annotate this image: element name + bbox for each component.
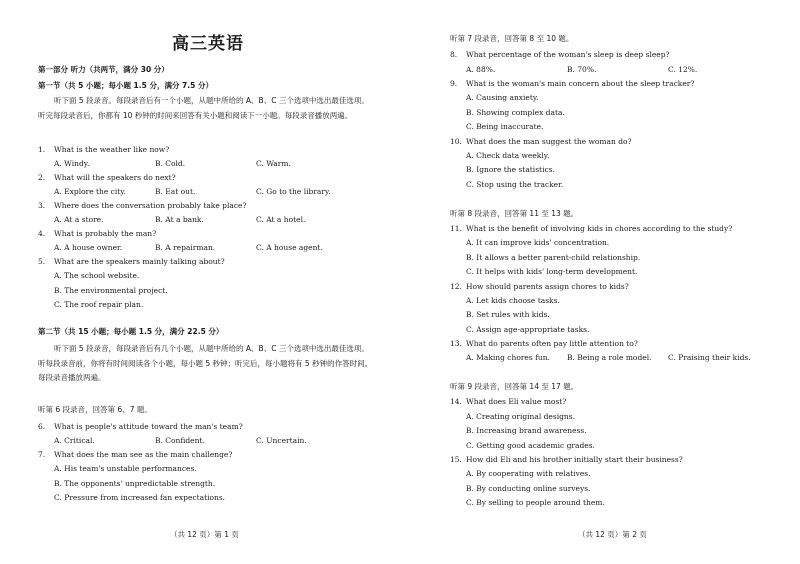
section-one-instructions: 听下面 5 段录音。每段录音后有一个小题，从题中所给的 A、B、C 三个选项中选出最佳选项。听完每段录音后，你都有 10 秒钟的时间来回答有关小题和阅读下一小题。每段录音播放两遍。 [38, 96, 369, 120]
question-12-option-b: B. Set rules with kids. [466, 310, 550, 319]
question-15-option-b: B. By conducting online surveys. [466, 484, 591, 493]
question-6-option-c: C. Uncertain. [256, 436, 307, 445]
page-footer: （共 12 页）第 1 页 [170, 530, 239, 539]
question-5-option-a: A. The school website. [54, 271, 140, 280]
question-15-option-c: C. By selling to people around them. [466, 498, 605, 507]
question-3-stem: 3. Where does the conversation probably take place? [38, 201, 247, 210]
question-number: 7. [38, 450, 46, 459]
exam-title: 高三英语 [172, 34, 244, 54]
question-9-stem: 9. What is the woman's main concern about the sleep tracker? [450, 79, 695, 88]
question-12-stem: 12. How should parents assign chores to kids? [450, 282, 629, 291]
question-number: 14. [450, 397, 462, 406]
question-13-option-b: B. Being a role model. [567, 353, 652, 362]
question-number: 15. [450, 455, 462, 464]
question-5-stem: 5. What are the speakers mainly talking about? [38, 257, 225, 266]
question-14-stem: 14. What does Eli value most? [450, 397, 567, 406]
question-7-option-a: A. His team's unstable performances. [54, 464, 197, 473]
question-3-option-c: C. At a hotel. [256, 215, 306, 224]
section-two-instructions: 听下面 5 段录音，每段录音后有几个小题，从题中所给的 A、B、C 三个选项中选出最佳选项。听每段录音前，你将有时间阅读各个小题，每小题 5 秒钟；听完后，每小题将有 5 秒钟的作答时间。每段录音播放两遍。 [38, 344, 373, 382]
question-10-option-b: B. Ignore the statistics. [466, 165, 555, 174]
question-6-option-a: A. Critical. [54, 436, 95, 445]
question-2-option-b: B. Eat out. [155, 187, 196, 196]
recording-7-label: 听第 7 段录音，回答第 8 至 10 题。 [450, 34, 574, 43]
question-12-option-a: A. Let kids choose tasks. [466, 296, 560, 305]
section-two-heading: 第二节（共 15 小题；每小题 1.5 分，满分 22.5 分） [38, 327, 224, 336]
question-number: 12. [450, 282, 462, 291]
recording-6-label: 听第 6 段录音，回答第 6、7 题。 [38, 405, 152, 414]
question-2-stem: 2. What will the speakers do next? [38, 173, 176, 182]
question-1-option-c: C. Warm. [256, 159, 291, 168]
question-5-option-b: B. The environmental project. [54, 286, 168, 295]
question-4-option-b: B. A repairman. [155, 243, 216, 252]
question-13-option-a: A. Making chores fun. [466, 353, 550, 362]
question-11-stem: 11. What is the benefit of involving kids in chores according to the study? [450, 224, 733, 233]
question-10-option-a: A. Check data weekly. [466, 151, 550, 160]
exam-page-2 [400, 0, 800, 564]
question-1-option-a: A. Windy. [54, 159, 90, 168]
question-8-option-b: B. 70%. [567, 65, 597, 74]
recording-8-label: 听第 8 段录音，回答第 11 至 13 题。 [450, 209, 579, 218]
question-12-option-c: C. Assign age-appropriate tasks. [466, 325, 590, 334]
part-one-heading: 第一部分 听力（共两节，满分 30 分） [38, 65, 169, 74]
question-11-option-a: A. It can improve kids' concentration. [466, 238, 610, 247]
recording-9-label: 听第 9 段录音，回答第 14 至 17 题。 [450, 382, 579, 391]
question-number: 8. [450, 50, 458, 59]
question-13-option-c: C. Praising their kids. [668, 353, 751, 362]
question-9-option-c: C. Being inaccurate. [466, 122, 544, 131]
page-footer: （共 12 页）第 2 页 [578, 530, 647, 539]
question-2-option-a: A. Explore the city. [54, 187, 126, 196]
section-one-heading: 第一节（共 5 小题；每小题 1.5 分，满分 7.5 分） [38, 81, 213, 90]
question-number: 3. [38, 201, 46, 210]
question-6-stem: 6. What is people's attitude toward the man's team? [38, 422, 243, 431]
question-number: 11. [450, 224, 462, 233]
question-8-option-c: C. 12%. [668, 65, 698, 74]
question-8-stem: 8. What percentage of the woman's sleep is deep sleep? [450, 50, 670, 59]
question-5-option-c: C. The roof repair plan. [54, 300, 144, 309]
question-13-stem: 13. What do parents often pay little attention to? [450, 339, 638, 348]
question-14-option-b: B. Increasing brand awareness. [466, 426, 587, 435]
question-7-stem: 7. What does the man see as the main challenge? [38, 450, 233, 459]
question-8-option-a: A. 88%. [466, 65, 496, 74]
question-4-stem: 4. What is probably the man? [38, 229, 157, 238]
question-3-option-b: B. At a bank. [155, 215, 204, 224]
question-7-option-b: B. The opponents' unpredictable strength. [54, 479, 216, 488]
question-15-option-a: A. By cooperating with relatives. [466, 469, 591, 478]
question-10-stem: 10. What does the man suggest the woman do? [450, 137, 632, 146]
question-number: 6. [38, 422, 46, 431]
question-number: 13. [450, 339, 462, 348]
question-6-option-b: B. Confident. [155, 436, 205, 445]
question-number: 4. [38, 229, 46, 238]
question-2-option-c: C. Go to the library. [256, 187, 331, 196]
question-1-stem: 1. What is the weather like now? [38, 145, 170, 154]
question-number: 9. [450, 79, 458, 88]
question-number: 1. [38, 145, 46, 154]
question-number: 2. [38, 173, 46, 182]
question-9-option-a: A. Causing anxiety. [466, 93, 539, 102]
question-14-option-c: C. Getting good academic grades. [466, 441, 595, 450]
question-11-option-b: B. It allows a better parent-child relationship. [466, 253, 641, 262]
question-number: 10. [450, 137, 462, 146]
question-number: 5. [38, 257, 46, 266]
question-9-option-b: B. Showing complex data. [466, 108, 565, 117]
question-7-option-c: C. Pressure from increased fan expectations. [54, 493, 226, 502]
question-4-option-a: A. A house owner. [54, 243, 123, 252]
question-11-option-c: C. It helps with kids' long-term development. [466, 267, 638, 276]
question-10-option-c: C. Stop using the tracker. [466, 180, 564, 189]
question-14-option-a: A. Creating original designs. [466, 412, 575, 421]
question-1-option-b: B. Cold. [155, 159, 186, 168]
question-4-option-c: C. A house agent. [256, 243, 323, 252]
question-3-option-a: A. At a store. [54, 215, 104, 224]
question-15-stem: 15. How did Eli and his brother initially start their business? [450, 455, 683, 464]
